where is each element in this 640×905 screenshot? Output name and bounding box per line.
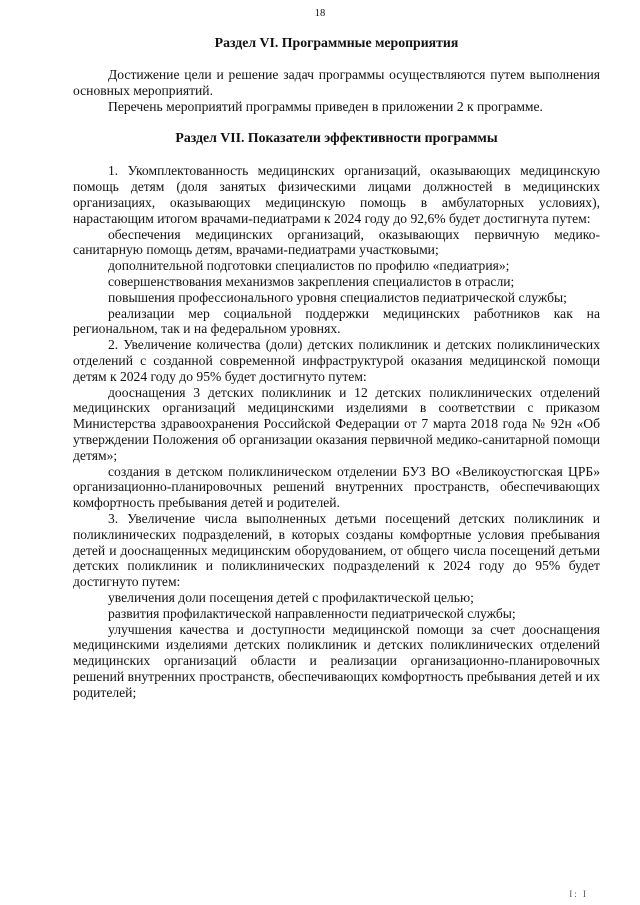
list-subitem: повышения профессионального уровня специалистов педиатрической службы; xyxy=(108,289,567,305)
list-subitem: обеспечения медицинских организаций, оказывающих первичную медико-санитарную помощь детям, врачами-педиатрами участковыми; xyxy=(73,226,600,258)
list-subitem: создания в детском поликлиническом отделении БУЗ ВО «Великоустюгская ЦРБ» организационно-планировочных решений внутренних пространств, обеспечивающих комфортность пребывания детей и родителей. xyxy=(73,463,600,511)
list-subitem: реализации мер социальной поддержки медицинских работников как на региональном, так и на федеральном уровнях. xyxy=(73,305,600,337)
paragraph: Достижение цели и решение задач программы осуществляются путем выполнения основных мероприятий. xyxy=(73,67,600,98)
list-subitem: дополнительной подготовки специалистов по профилю «педиатрия»; xyxy=(108,258,510,274)
list-subitem: дооснащения 3 детских поликлиник и 12 детских поликлинических отделений медицинских организаций медицинскими изделиями в соответствии с приказом Министерства здравоохранения Российской Федерации от 7 марта 2018 года № 92н «Об утверждении Положения об организации оказания первичной медико-санитарной помощи детям»; xyxy=(73,384,600,463)
list-item: 1. Укомплектованность медицинских организаций, оказывающих медицинскую помощь детям (доля занятых физическими лицами должностей в медицинских организациях, оказывающих медицинскую помощь в амбулаторных условиях), нарастающим итогом врачами-педиатрами к 2024 году до 92,6% будет достигнута путем: xyxy=(73,163,600,226)
footer-mark: І: І xyxy=(569,889,588,899)
list-item: 2. Увеличение количества (доли) детских поликлиник и детских поликлинических отделений с созданной современной инфраструктурой оказания медицинской помощи детям к 2024 году до 95% будет достигнуто путем: xyxy=(73,337,600,384)
list-subitem: развития профилактической направленности педиатрической службы; xyxy=(108,605,516,621)
list-subitem: совершенствования механизмов закрепления специалистов в отрасли; xyxy=(108,273,515,289)
section-7-heading: Раздел VII. Показатели эффективности программы xyxy=(175,130,498,146)
list-item: 3. Увеличение числа выполненных детьми посещений детских поликлиник и поликлинических подразделений, в которых созданы комфортные условия пребывания детей и дооснащенных медицинским оборудованием, от общего числа посещений детьми детских поликлиник и поликлинических подразделений к 2024 году до 95% будет достигнуто путем: xyxy=(73,510,600,590)
list-subitem: увеличения доли посещения детей с профилактической целью; xyxy=(108,589,474,605)
page-number: 18 xyxy=(314,8,326,19)
section-6-heading: Раздел VI. Программные мероприятия xyxy=(214,35,459,50)
paragraph: Перечень мероприятий программы приведен в приложении 2 к программе. xyxy=(108,98,543,114)
list-subitem: улучшения качества и доступности медицинской помощи за счет дооснащения медицинскими изделиями детских поликлиник и детских поликлинических отделений медицинских организаций области и реализации организационно-планировочных решений внутренних пространств, обеспечивающих комфортность пребывания детей и их родителей; xyxy=(73,621,600,700)
page-content xyxy=(73,33,600,700)
